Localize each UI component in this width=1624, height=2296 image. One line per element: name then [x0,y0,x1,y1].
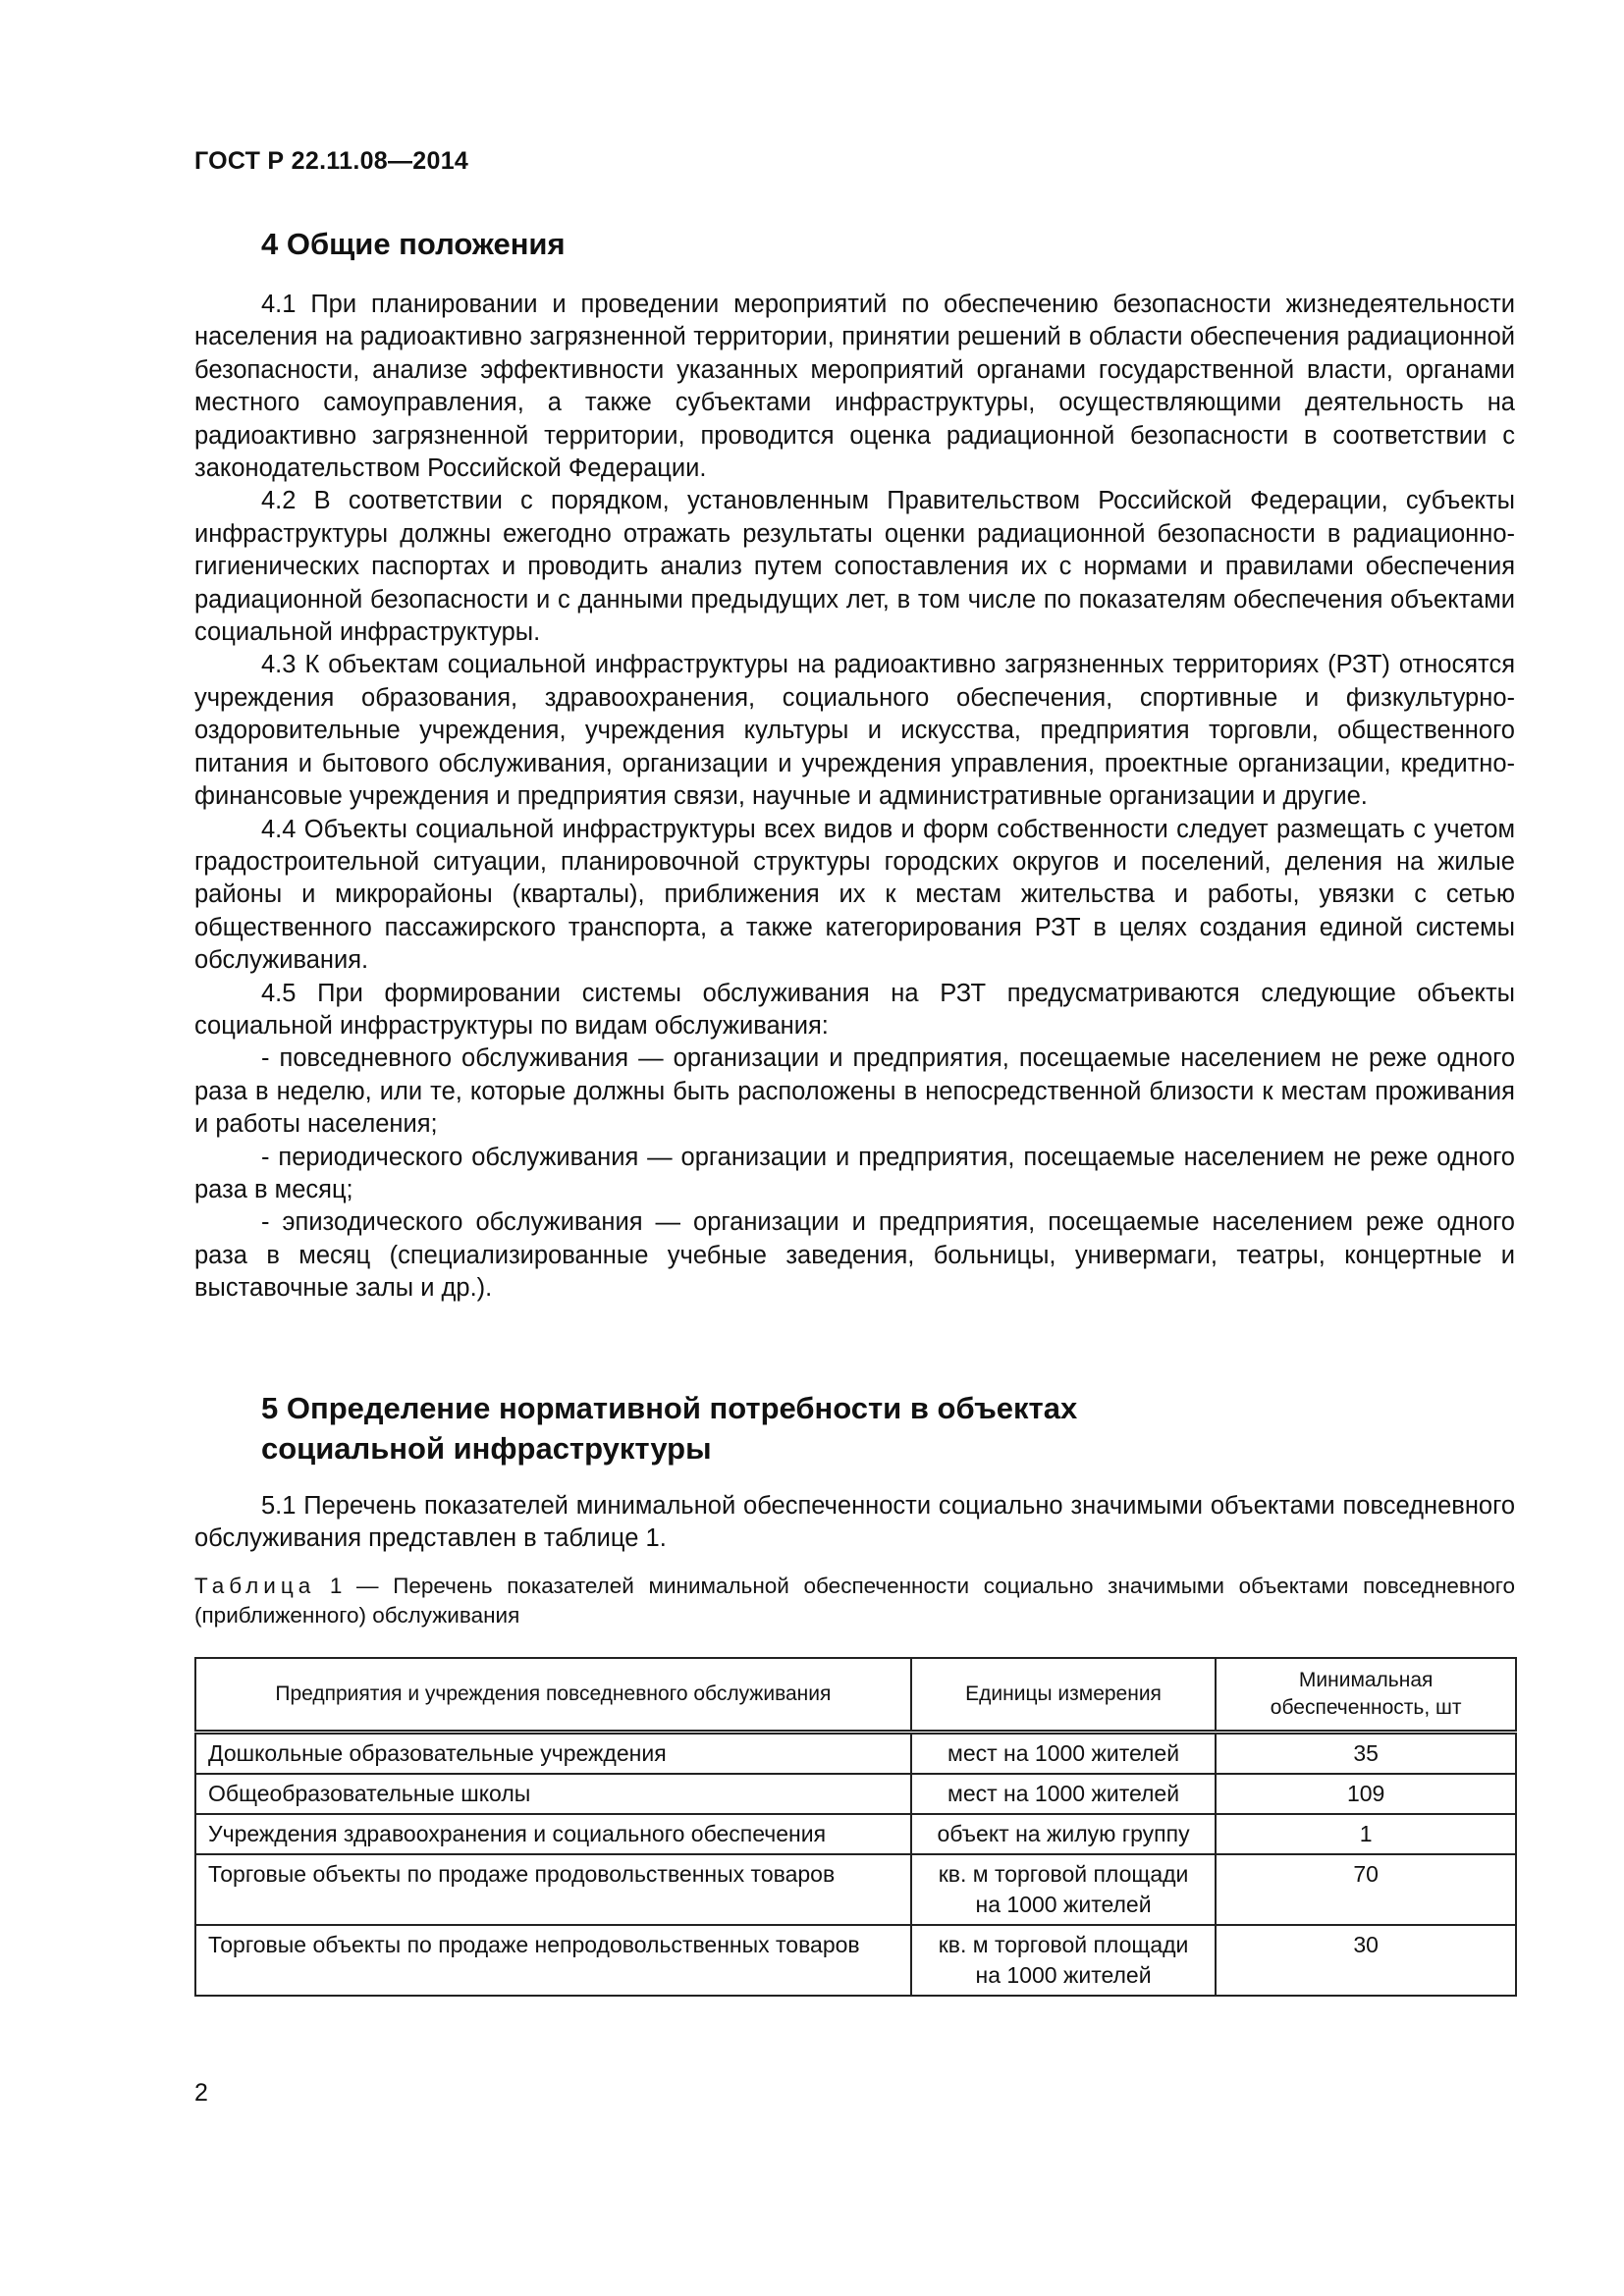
paragraph-4-2: 4.2 В соответствии с порядком, установленным Правительством Российской Федерации, субъекты инфраструктуры должны ежегодно отражать результаты оценки радиационной безопасности в радиационно-гигиенических паспортах и проводить анализ путем сопоставления их с нормами и правилами обеспечения радиационной безопасности и с данными предыдущих лет, в том числе по показателям обеспечения объектами социальной инфраструктуры. [194,487,1515,647]
table-header-min-provision: Минимальная обеспеченность, шт [1216,1658,1516,1733]
table-1-caption [194,1572,1515,1630]
table-cell-unit: объект на жилую группу [911,1814,1217,1854]
table-header-enterprises: Предприятия и учреждения повседневного обслуживания [195,1658,911,1733]
document-code-header: ГОСТ Р 22.11.08—2014 [194,147,469,175]
table-cell-enterprise: Торговые объекты по продаже продовольственных товаров [195,1854,911,1925]
section-5-title-line-1: 5 Определение нормативной потребности в объектах [261,1391,1078,1425]
table-cell-value: 30 [1216,1925,1516,1996]
table-cell-unit: кв. м торговой площади на 1000 жителей [911,1925,1217,1996]
table-cell-enterprise: Торговые объекты по продаже непродовольственных товаров [195,1925,911,1996]
table-header-units: Единицы измерения [911,1658,1217,1733]
table-cell-enterprise: Дошкольные образовательные учреждения [195,1733,911,1775]
section-4-body [194,289,1515,1306]
table-caption-label: Таблица [194,1574,316,1598]
paragraph-4-1: 4.1 При планировании и проведении мероприятий по обеспечению безопасности жизнедеятельности населения на радиоактивно загрязненной территории, принятии решений в области обеспечения радиационной безопасности, анализе эффективности указанных мероприятий органами государственной власти, органами местного самоуправления, а также субъектами инфраструктуры, осуществляющими деятельность на радиоактивно загрязненной территории, проводится оценка радиационной безопасности в соответствии с законодательством Российской Федерации. [194,291,1515,483]
table-cell-enterprise: Учреждения здравоохранения и социального обеспечения [195,1814,911,1854]
table-row [195,1854,1516,1925]
table-1 [194,1657,1517,1997]
table-cell-value: 1 [1216,1814,1516,1854]
table-row [195,1733,1516,1775]
table-caption-text: 1 — Перечень показателей минимальной обеспеченности социально значимыми объектами повседневного (приближенного) обслуживания [194,1574,1515,1628]
list-item-periodic-service: - периодического обслуживания — организации и предприятия, посещаемые населением не реже одного раза в месяц; [194,1143,1515,1203]
list-item-episodic-service: - эпизодического обслуживания — организации и предприятия, посещаемые населением реже одного раза в месяц (специализированные учебные заведения, больницы, универмаги, театры, концертные и выставочные залы и др.). [194,1208,1515,1303]
table-cell-value: 35 [1216,1733,1516,1775]
table-cell-value: 70 [1216,1854,1516,1925]
table-cell-unit: мест на 1000 жителей [911,1774,1217,1814]
list-item-daily-service: - повседневного обслуживания — организации и предприятия, посещаемые населением не реже одного раза в неделю, или те, которые должны быть расположены в непосредственной близости к местам проживания и работы населения; [194,1044,1515,1139]
table-cell-unit: кв. м торговой площади на 1000 жителей [911,1854,1217,1925]
paragraph-4-4: 4.4 Объекты социальной инфраструктуры всех видов и форм собственности следует размещать с учетом градостроительной ситуации, планировочной структуры городских округов и поселений, деления на жилые районы и микрорайоны (кварталы), приближения их к местам жительства и работы, увязки с сетью общественного пассажирского транспорта, а также категорирования РЗТ в целях создания единой системы обслуживания. [194,815,1515,975]
section-5-body [194,1490,1515,1556]
table-cell-value: 109 [1216,1774,1516,1814]
section-5-title-line-2: социальной инфраструктуры [261,1431,712,1466]
table-cell-unit: мест на 1000 жителей [911,1733,1217,1775]
section-4-title: 4 Общие положения [261,227,566,261]
table-cell-enterprise: Общеобразовательные школы [195,1774,911,1814]
page-number: 2 [194,2079,208,2107]
paragraph-4-5: 4.5 При формировании системы обслуживания на РЗТ предусматриваются следующие объекты социальной инфраструктуры по видам обслуживания: [194,979,1515,1040]
table-row [195,1814,1516,1854]
paragraph-4-3: 4.3 К объектам социальной инфраструктуры на радиоактивно загрязненных территориях (РЗТ) относятся учреждения образования, здравоохранения, социального обеспечения, спортивные и физкультурно-оздоровительные учреждения, учреждения культуры и искусства, предприятия торговли, общественного питания и бытового обслуживания, организации и учреждения управления, проектные организации, кредитно-финансовые учреждения и предприятия связи, научные и административные организации и другие. [194,651,1515,811]
section-5-title [261,1388,1077,1468]
paragraph-5-1: 5.1 Перечень показателей минимальной обеспеченности социально значимыми объектами повседневного обслуживания представлен в таблице 1. [194,1492,1515,1553]
table-row [195,1925,1516,1996]
table-header-row [195,1658,1516,1733]
table-row [195,1774,1516,1814]
